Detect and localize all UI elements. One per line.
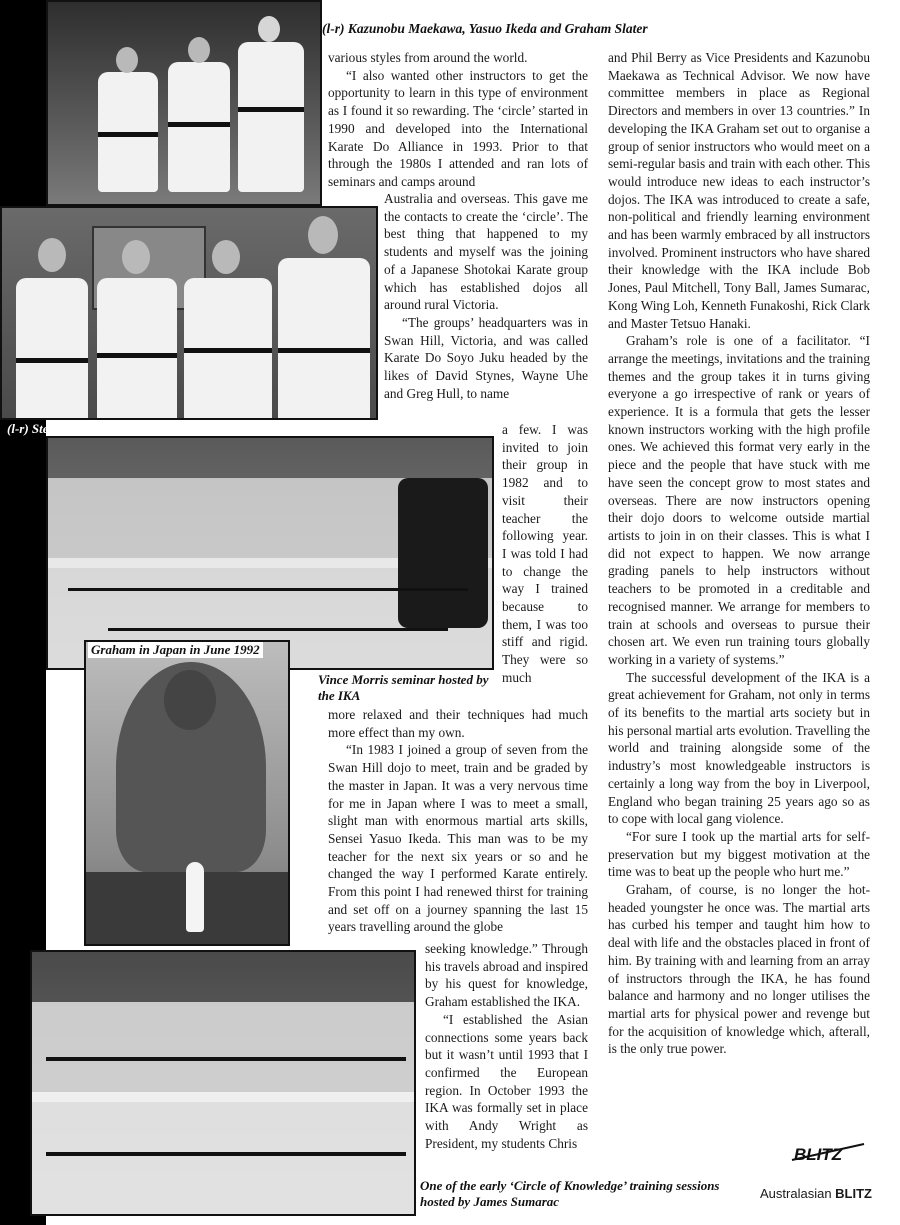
blitz-logo (788, 1140, 868, 1164)
caption-photo-3: Graham in Japan in June 1992 (88, 642, 263, 658)
photo-vince-morris-seminar (46, 436, 494, 670)
publication-footer (760, 1186, 872, 1201)
caption-photo-5: One of the early ‘Circle of Knowledge’ training sessions hosted by James Sumarac (420, 1178, 720, 1209)
caption-photo-1: (l-r) Kazunobu Maekawa, Yasuo Ikeda and Graham Slater (322, 21, 648, 36)
blitz-logo-text: BLITZ (794, 1145, 843, 1164)
article-col1-wide: more relaxed and their techniques had much more effect than my own. “In 1983 I joined a group of seven from the Swan Hill dojo to meet, train and be graded by the master in Japan. It was a very nervous time for me in Japan where I was to meet a small, slight man with enormous martial arts skills, Sensei Yasuo Ikeda. This man was to be my teacher for the next six years or so and he changed the way I performed Karate entirely. From this point I had renewed thirst for training and set off on a journey spanning the last 15 years travelling around the globe (328, 707, 588, 935)
photo-graham-in-japan (84, 640, 290, 946)
article-col1-top: various styles from around the world. “I also wanted other instructors to get the opportunity to learn in this type of environment as I found it so rewarding. The ‘circle’ started in 1990 and developed into the International Karate Do Alliance in 1993. Prior to that through the 1980s I attended and ran lots of seminars and camps around (328, 50, 588, 189)
article-col1-narrow: a few. I was invited to join their group in 1982 and to visit their teacher the following year. I was told I had to change the way I trained because to them, I was too stiff and rigid. They were so much (502, 422, 588, 685)
publication-name: BLITZ (835, 1186, 872, 1201)
caption-photo-4: Vince Morris seminar hosted by the IKA (318, 672, 489, 703)
caption-photo-2: (l-r) Steve Nedelkos, Andy Wright, Bob Jones and Graham Slater (7, 421, 356, 436)
photo-maekawa-ikeda-slater (46, 0, 322, 206)
article-col2: and Phil Berry as Vice Presidents and Kazunobu Maekawa as Technical Advisor. We now have committee members in place as Regional Directors and members in over 13 countries.” In developing the IKA Graham set out to organise a group of senior instructors who would meet on a semi-regular basis and train with each other. This would introduce new ideas to each instructor’s dojos. The IKA was introduced to create a safe, non-political and friendly learning environment and has been warmly embraced by all instructors involved. Prominent instructors who have shared their knowledge with the IKA include Bob Jones, Paul Mitchell, Tony Ball, James Sumarac, Kong Wing Loh, Kenneth Funakoshi, Rick Clark and Master Tetsuo Hanaki. Graham’s role is one of a facilitator. “I arrange the meetings, invitations and the training themes and the group takes it in turns giving everyone a go irrespective of rank or years of experience. It is a formula that gets the lesser known instructors working with the high profile ones. We achieved this format very early in the piece and the people that have stuck with me have seen the concept grow to most states and overseas. There are now instructors opening their dojo doors to welcome outside martial artists to join in on their classes. This is what I did not expect to happen. We now arrange grading panels to help instructors without teachers to be promoted in a creditable and recognised manner. We arrange for members to train at schools and overseas to pursue their chosen art. We even run training tours globally working in a variety of systems.” The successful development of the IKA is a great achievement for Graham, not only in terms of its benefits to the martial arts society but in his personal martial arts evolution. Travelling the world and training alongside some of the industry’s most knowledgeable instructors is certainly a long way from the boy in Liverpool, England who began training 25 years ago so as to cope with local gang violence. “For sure I took up the martial arts for self-preservation but my biggest motivation at the time was to beat up the people who hurt me.” Graham, of course, is no longer the hot-headed youngster he once was. The martial arts has curbed his temper and taught him how to deal with life and the obstacles placed in front of him. By training with and learning from an array of instructors through the IKA, he has found balance and harmony and no longer utilises the martial arts for physical power and revenge but for the acquisition of knowledge which, afterall, is the only true power. (608, 50, 870, 1057)
publication-prefix: Australasian (760, 1186, 836, 1201)
photo-nedelkos-wright-jones-slater (0, 206, 378, 420)
article-col1-mid: Australia and overseas. This gave me the contacts to create the ‘circle’. The best thing that happened to my students and myself was the joining of a Japanese Shotokai Karate group which has established dojos all around rural Victoria. “The groups’ headquarters was in Swan Hill, Victoria, and was called Karate Do Soyo Juku headed by the likes of David Stynes, Wayne Uhe and Greg Hull, to name (384, 191, 588, 401)
article-col1-bottom: seeking knowledge.” Through his travels abroad and inspired by his quest for knowledge, Graham established the IKA. “I established the Asian connections some years back but it wasn’t until 1993 that I confirmed the European region. In October 1993 the IKA was formally set in place with Andy Wright as President, my students Chris (425, 941, 588, 1151)
photo-circle-of-knowledge (30, 950, 416, 1216)
